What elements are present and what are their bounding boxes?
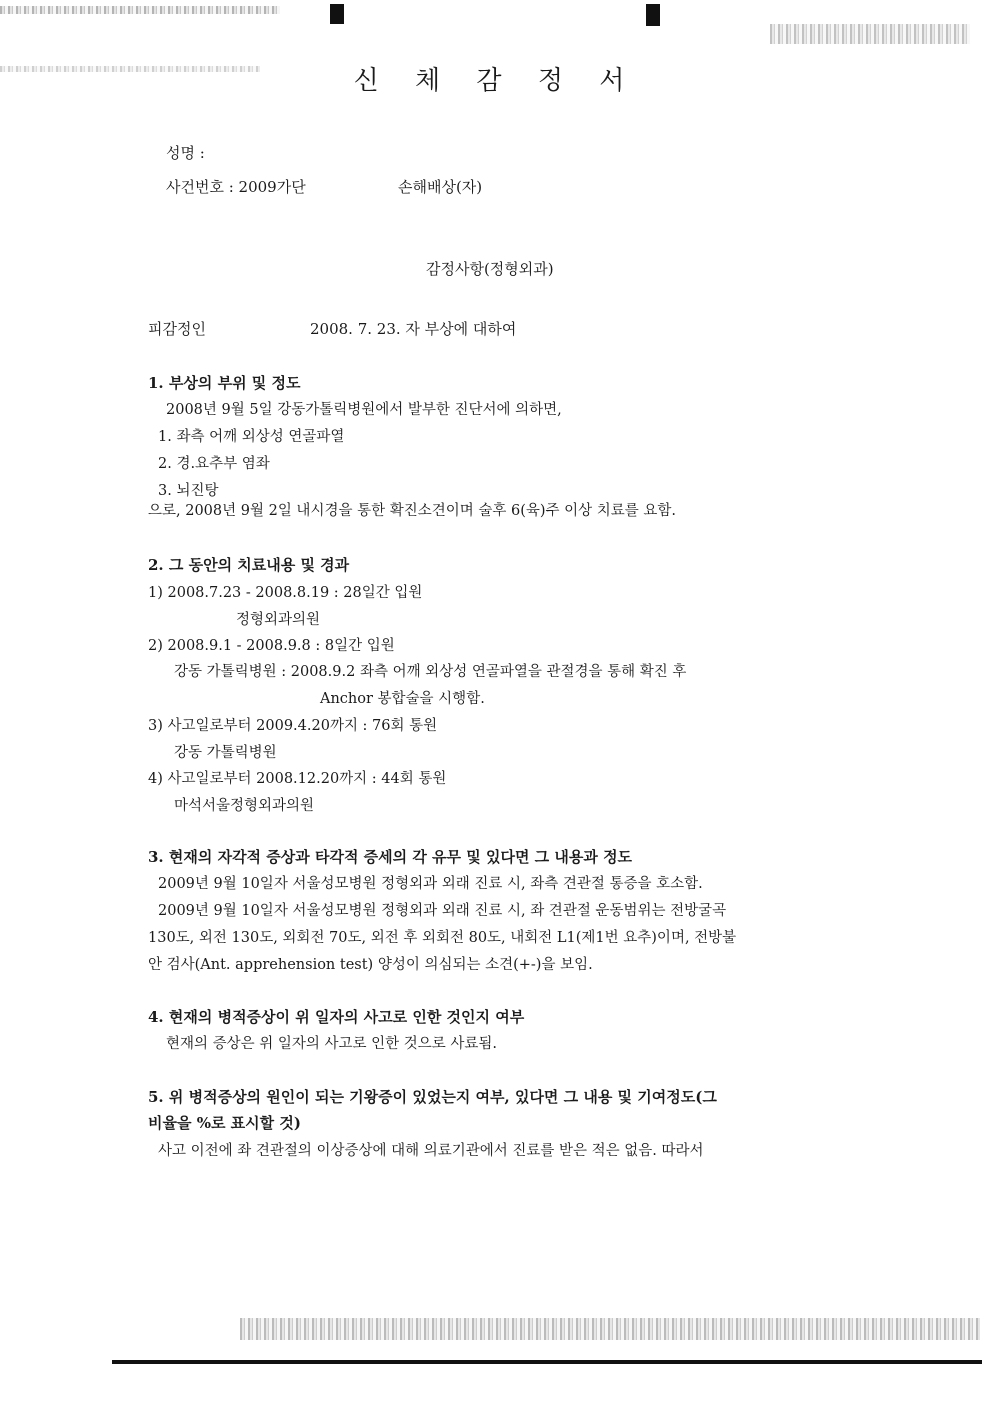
section-3-para-2c: 안 검사(Ant. apprehension test) 양성이 의심되는 소견(+-)을 보임. xyxy=(148,957,593,973)
scan-noise-top-left xyxy=(0,6,280,14)
section-1-item-1: 1. 좌측 어깨 외상성 연골파열 xyxy=(158,429,345,445)
section-4-para-1: 현재의 증상은 위 일자의 사고로 인한 것으로 사료됨. xyxy=(166,1036,498,1052)
section-2-line-1: 1) 2008.7.23 - 2008.8.19 : 28일간 입원 xyxy=(148,585,423,601)
section-2-line-4: 4) 사고일로부터 2008.12.20까지 : 44회 통원 xyxy=(148,771,447,787)
section-2-heading: 2. 그 동안의 치료내용 및 경과 xyxy=(148,556,350,574)
section-5-heading-a: 5. 위 병적증상의 원인이 되는 기왕증이 있었는지 여부, 있다면 그 내용 및 기여정도(그 xyxy=(148,1088,717,1106)
section-2-line-4b: 마석서울정형외과의원 xyxy=(174,798,315,814)
bottom-rule xyxy=(112,1360,982,1364)
section-2-line-2c: Anchor 봉합술을 시행함. xyxy=(320,691,485,707)
subject-text: 2008. 7. 23. 자 부상에 대하여 xyxy=(310,320,517,338)
subject-label: 피감정인 xyxy=(148,320,206,338)
section-1-conclusion: 으로, 2008년 9월 2일 내시경을 통한 확진소견이며 술후 6(육)주 이상 치료를 요함. xyxy=(148,503,677,519)
section-2-line-3: 3) 사고일로부터 2009.4.20까지 : 76회 통원 xyxy=(148,718,438,734)
case-type: 손해배상(자) xyxy=(398,178,483,196)
section-3-para-1: 2009년 9월 10일자 서울성모병원 정형외과 외래 진료 시, 좌측 견관절 통증을 호소함. xyxy=(158,876,703,892)
section-1-heading: 1. 부상의 부위 및 정도 xyxy=(148,374,301,392)
section-2-line-2: 2) 2008.9.1 - 2008.9.8 : 8일간 입원 xyxy=(148,638,395,654)
section-3-heading: 3. 현재의 자각적 증상과 타각적 증세의 각 유무 및 있다면 그 내용과 정도 xyxy=(148,848,633,866)
document-subtitle: 감정사항(정형외과) xyxy=(426,260,554,278)
section-4-heading: 4. 현재의 병적증상이 위 일자의 사고로 인한 것인지 여부 xyxy=(148,1008,525,1026)
case-number: 사건번호 : 2009가단 xyxy=(166,178,306,196)
section-5-heading-b: 비율을 %로 표시할 것) xyxy=(148,1114,301,1132)
section-5-para-1: 사고 이전에 좌 견관절의 이상증상에 대해 의료기관에서 진료를 받은 적은 없음. 따라서 xyxy=(158,1143,704,1159)
scan-noise-top-right xyxy=(770,24,970,44)
section-1-item-2: 2. 경.요추부 염좌 xyxy=(158,456,270,472)
section-2-line-1b: 정형외과의원 xyxy=(236,612,321,628)
scan-mark-top-1 xyxy=(330,4,344,24)
section-2-line-3b: 강동 가톨릭병원 xyxy=(174,745,277,761)
name-label: 성명 : xyxy=(166,144,205,162)
section-1-item-3: 3. 뇌진탕 xyxy=(158,483,219,499)
scan-mark-top-2 xyxy=(646,4,660,26)
section-3-para-2b: 130도, 외전 130도, 외회전 70도, 외전 후 외회전 80도, 내회전 L1(제1번 요추)이며, 전방불 xyxy=(148,930,737,946)
document-title: 신 체 감 정 서 xyxy=(353,66,639,96)
section-3-para-2a: 2009년 9월 10일자 서울성모병원 정형외과 외래 진료 시, 좌 견관절 운동범위는 전방굴곡 xyxy=(158,903,727,919)
section-2-line-2b: 강동 가톨릭병원 : 2008.9.2 좌측 어깨 외상성 연골파열을 관절경을 통해 확진 후 xyxy=(174,664,687,680)
section-1-intro: 2008년 9월 5일 강동가톨릭병원에서 발부한 진단서에 의하면, xyxy=(166,402,562,418)
scan-noise-bottom xyxy=(240,1318,980,1340)
